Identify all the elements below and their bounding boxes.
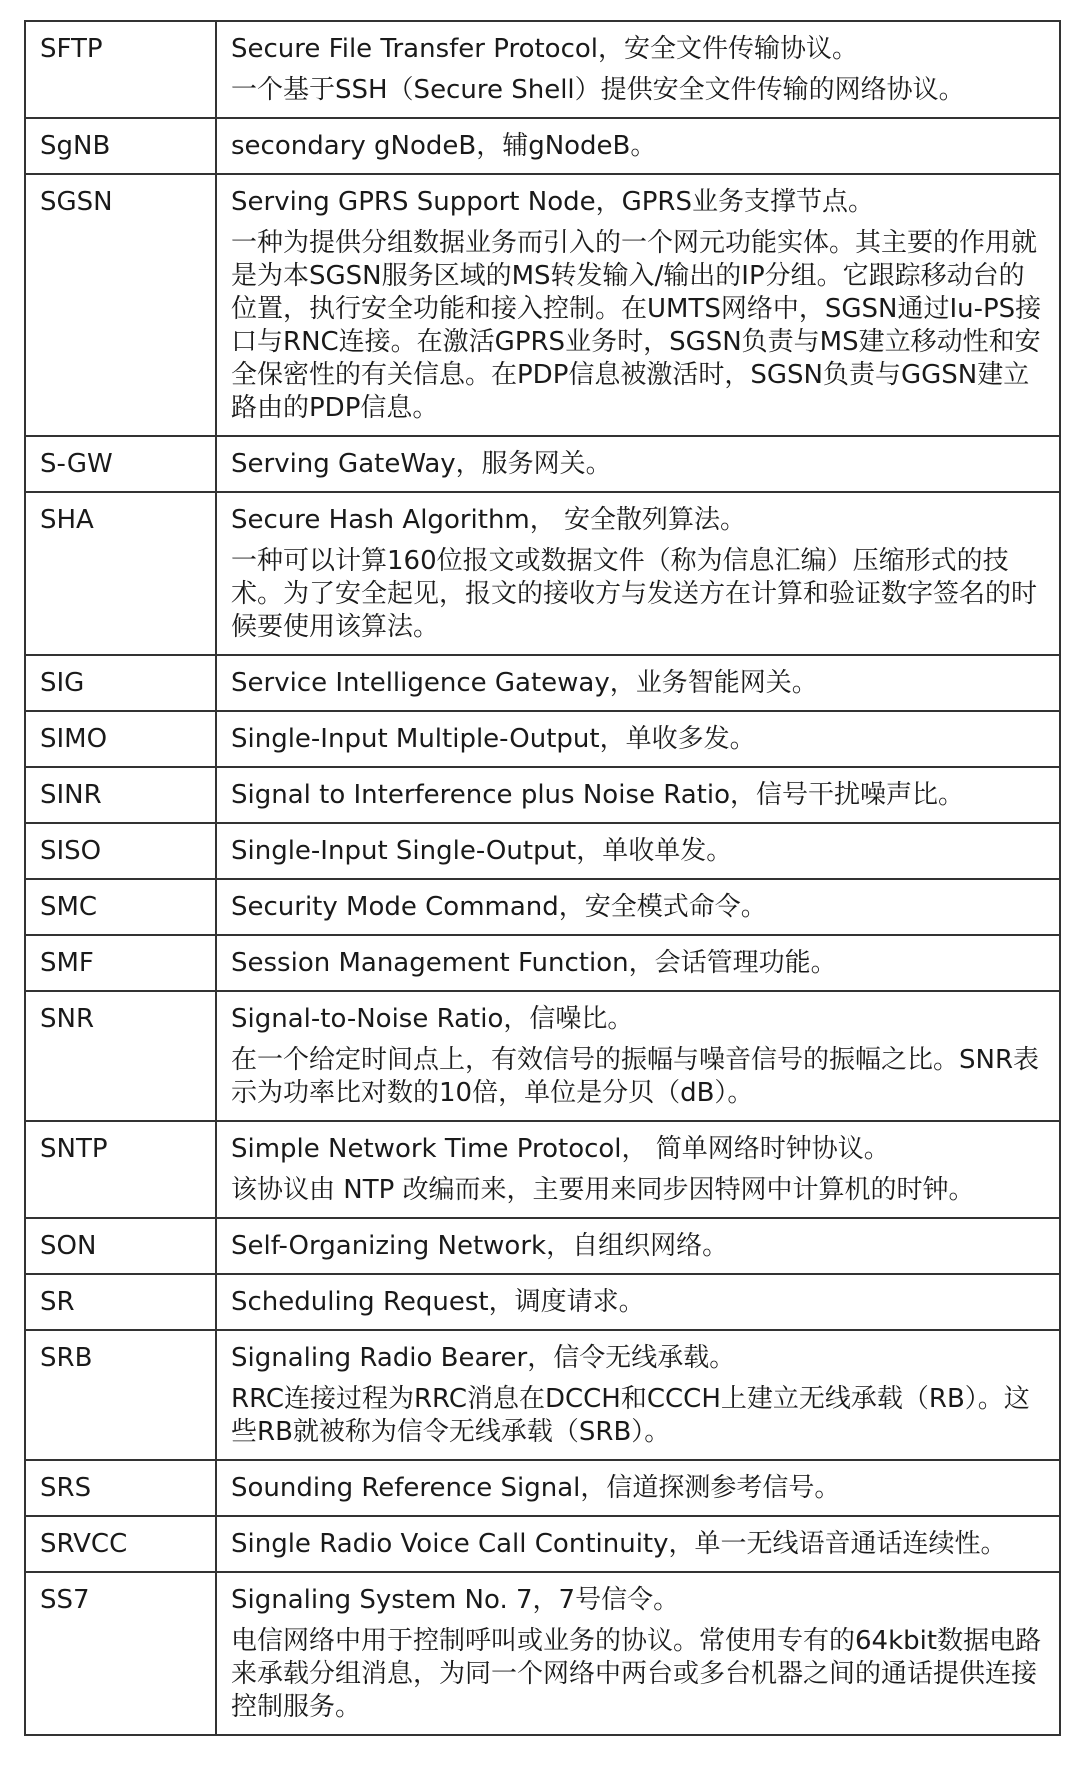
- definition-cell: [216, 879, 1060, 935]
- definition-cell: [216, 1572, 1060, 1735]
- term-cell: SS7: [25, 1572, 216, 1735]
- definition-text: Secure Hash Algorithm， 安全散列算法。: [231, 505, 747, 535]
- term-cell: SON: [25, 1218, 216, 1274]
- definition-cell: [216, 935, 1060, 991]
- definition-detail: 一种为提供分组数据业务而引入的一个网元功能实体。其主要的作用就是为本SGSN服务区域的MS转发输入/输出的IP分组。它跟踪移动台的位置，执行安全功能和接入控制。在UMTS网络中，SGSN通过Iu-PS接口与RNC连接。在激活GPRS业务时，SGSN负责与MS建立移动性和安全保密性的有关信息。在PDP信息被激活时，SGSN负责与GGSN建立路由的PDP信息。: [231, 228, 1042, 423]
- table-row: [25, 1218, 1060, 1274]
- table-row: [25, 879, 1060, 935]
- glossary-table: [24, 20, 1061, 1736]
- definition-cell: [216, 655, 1060, 711]
- definition-cell: [216, 1121, 1060, 1218]
- definition-text: Secure File Transfer Protocol，安全文件传输协议。: [231, 34, 859, 64]
- term-cell: SMF: [25, 935, 216, 991]
- definition-detail: 在一个给定时间点上，有效信号的振幅与噪音信号的振幅之比。SNR表示为功率比对数的10倍，单位是分贝（dB）。: [231, 1045, 1040, 1108]
- term-cell: SFTP: [25, 21, 216, 118]
- term-cell: SGSN: [25, 174, 216, 436]
- table-row: [25, 1460, 1060, 1516]
- definition-cell: [216, 1330, 1060, 1460]
- definition-cell: [216, 492, 1060, 655]
- term-cell: SRVCC: [25, 1516, 216, 1572]
- definition-text: Signaling System No. 7，7号信令。: [231, 1585, 680, 1615]
- definition-text: Simple Network Time Protocol， 简单网络时钟协议。: [231, 1134, 890, 1164]
- definition-detail: 电信网络中用于控制呼叫或业务的协议。常使用专有的64kbit数据电路来承载分组消息，为同一个网络中两台或多台机器之间的通话提供连接控制服务。: [231, 1626, 1042, 1722]
- definition-cell: [216, 174, 1060, 436]
- table-row: [25, 1572, 1060, 1735]
- term-cell: SRS: [25, 1460, 216, 1516]
- definition-text: Scheduling Request，调度请求。: [231, 1287, 645, 1317]
- definition-text: Self-Organizing Network，自组织网络。: [231, 1231, 729, 1261]
- definition-detail: 一种可以计算160位报文或数据文件（称为信息汇编）压缩形式的技术。为了安全起见，报文的接收方与发送方在计算和验证数字签名的时候要使用该算法。: [231, 546, 1038, 642]
- term-cell: S-GW: [25, 436, 216, 492]
- definition-cell: [216, 21, 1060, 118]
- definition-text: Security Mode Command，安全模式命令。: [231, 892, 767, 922]
- definition-cell: [216, 1516, 1060, 1572]
- definition-text: Signaling Radio Bearer，信令无线承载。: [231, 1343, 736, 1373]
- term-cell: SNR: [25, 991, 216, 1121]
- definition-text: Serving GateWay，服务网关。: [231, 449, 612, 479]
- definition-cell: [216, 436, 1060, 492]
- term-cell: SNTP: [25, 1121, 216, 1218]
- term-cell: SR: [25, 1274, 216, 1330]
- definition-cell: [216, 1460, 1060, 1516]
- term-cell: SHA: [25, 492, 216, 655]
- definition-cell: [216, 1274, 1060, 1330]
- definition-text: Service Intelligence Gateway，业务智能网关。: [231, 668, 818, 698]
- definition-text: Session Management Function，会话管理功能。: [231, 948, 837, 978]
- definition-detail: 该协议由 NTP 改编而来，主要用来同步因特网中计算机的时钟。: [231, 1175, 975, 1205]
- definition-detail: RRC连接过程为RRC消息在DCCH和CCCH上建立无线承载（RB）。这些RB就被称为信令无线承载（SRB）。: [231, 1384, 1030, 1447]
- table-row: [25, 118, 1060, 174]
- definition-cell: [216, 118, 1060, 174]
- definition-text: Single Radio Voice Call Continuity，单一无线语音通话连续性。: [231, 1529, 1007, 1559]
- table-row: [25, 21, 1060, 118]
- term-cell: SMC: [25, 879, 216, 935]
- table-row: [25, 767, 1060, 823]
- table-row: [25, 174, 1060, 436]
- definition-cell: [216, 823, 1060, 879]
- table-row: [25, 711, 1060, 767]
- table-row: [25, 1516, 1060, 1572]
- definition-detail: 一个基于SSH（Secure Shell）提供安全文件传输的网络协议。: [231, 75, 965, 105]
- definition-text: Sounding Reference Signal，信道探测参考信号。: [231, 1473, 841, 1503]
- definition-text: secondary gNodeB，辅gNodeB。: [231, 131, 657, 161]
- table-row: [25, 991, 1060, 1121]
- table-row: [25, 655, 1060, 711]
- definition-text: Signal to Interference plus Noise Ratio，信号干扰噪声比。: [231, 780, 964, 810]
- table-row: [25, 436, 1060, 492]
- definition-text: Signal-to-Noise Ratio，信噪比。: [231, 1004, 634, 1034]
- term-cell: SgNB: [25, 118, 216, 174]
- table-row: [25, 1121, 1060, 1218]
- definition-text: Single-Input Multiple-Output，单收多发。: [231, 724, 756, 754]
- definition-cell: [216, 1218, 1060, 1274]
- term-cell: SIMO: [25, 711, 216, 767]
- definition-cell: [216, 991, 1060, 1121]
- definition-text: Single-Input Single-Output，单收单发。: [231, 836, 733, 866]
- definition-cell: [216, 767, 1060, 823]
- term-cell: SISO: [25, 823, 216, 879]
- table-row: [25, 1274, 1060, 1330]
- term-cell: SRB: [25, 1330, 216, 1460]
- table-row: [25, 935, 1060, 991]
- term-cell: SINR: [25, 767, 216, 823]
- table-row: [25, 492, 1060, 655]
- definition-cell: [216, 711, 1060, 767]
- term-cell: SIG: [25, 655, 216, 711]
- table-row: [25, 823, 1060, 879]
- table-row: [25, 1330, 1060, 1460]
- definition-text: Serving GPRS Support Node，GPRS业务支撑节点。: [231, 187, 875, 217]
